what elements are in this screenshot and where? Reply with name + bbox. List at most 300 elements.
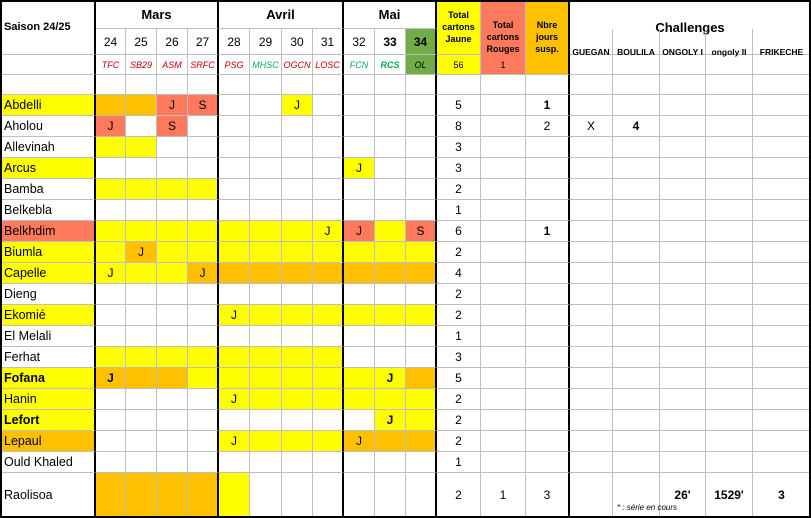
match-cell[interactable] <box>126 452 157 473</box>
match-cell[interactable] <box>126 389 157 410</box>
match-cell[interactable] <box>188 242 219 263</box>
match-cell[interactable] <box>313 116 344 137</box>
challenge-value[interactable] <box>706 137 753 158</box>
match-cell[interactable] <box>219 410 250 431</box>
challenge-value[interactable] <box>753 137 811 158</box>
yellow-card-mark[interactable] <box>96 116 126 137</box>
match-cell[interactable] <box>406 326 437 347</box>
match-cell[interactable] <box>375 221 406 242</box>
match-cell[interactable] <box>250 326 282 347</box>
challenge-value[interactable] <box>706 116 753 137</box>
match-cell[interactable] <box>250 179 282 200</box>
match-cell[interactable] <box>219 242 250 263</box>
match-cell[interactable] <box>344 137 375 158</box>
match-cell[interactable] <box>219 137 250 158</box>
red-count[interactable] <box>481 284 526 305</box>
red-count[interactable] <box>481 305 526 326</box>
blank-header[interactable] <box>0 55 96 75</box>
player-ferhat[interactable] <box>0 347 96 368</box>
challenge-value[interactable] <box>660 200 706 221</box>
player-lefort[interactable] <box>0 410 96 431</box>
challenge-value[interactable] <box>570 200 613 221</box>
match-cell[interactable] <box>126 221 157 242</box>
match-cell[interactable] <box>250 116 282 137</box>
match-cell[interactable] <box>313 200 344 221</box>
match-cell[interactable] <box>313 263 344 284</box>
red-count[interactable] <box>481 368 526 389</box>
match-cell[interactable] <box>157 326 188 347</box>
match-cell[interactable] <box>96 452 126 473</box>
match-cell[interactable] <box>188 116 219 137</box>
match-cell[interactable] <box>250 200 282 221</box>
match-cell[interactable] <box>96 242 126 263</box>
match-cell[interactable] <box>375 263 406 284</box>
red-count[interactable] <box>481 326 526 347</box>
match-cell[interactable] <box>157 473 188 518</box>
player-lepaul[interactable] <box>0 431 96 452</box>
match-cell[interactable] <box>344 284 375 305</box>
challenge-value[interactable] <box>570 368 613 389</box>
separator-cell[interactable] <box>96 75 126 95</box>
red-count[interactable] <box>481 263 526 284</box>
match-cell[interactable] <box>313 326 344 347</box>
yellow-card-mark[interactable] <box>126 242 157 263</box>
challenge-value[interactable] <box>660 431 706 452</box>
red-count[interactable] <box>481 431 526 452</box>
match-cell[interactable] <box>375 389 406 410</box>
match-cell[interactable] <box>406 347 437 368</box>
player-dieng[interactable] <box>0 284 96 305</box>
yellow-count[interactable] <box>437 326 481 347</box>
challenge-value[interactable] <box>706 326 753 347</box>
match-cell[interactable] <box>126 368 157 389</box>
match-cell[interactable] <box>282 116 313 137</box>
challenge-value[interactable] <box>660 452 706 473</box>
yellow-count[interactable] <box>437 473 481 518</box>
challenge-value[interactable] <box>706 473 753 518</box>
suspension-mark[interactable] <box>406 221 437 242</box>
match-cell[interactable] <box>126 179 157 200</box>
opponent-sb29[interactable] <box>126 55 157 75</box>
season-label[interactable] <box>0 0 96 55</box>
red-count[interactable] <box>481 242 526 263</box>
match-cell[interactable] <box>375 179 406 200</box>
match-cell[interactable] <box>157 452 188 473</box>
yellow-count[interactable] <box>437 452 481 473</box>
match-cell[interactable] <box>375 158 406 179</box>
match-cell[interactable] <box>344 389 375 410</box>
match-cell[interactable] <box>313 410 344 431</box>
challenge-value[interactable] <box>570 431 613 452</box>
match-cell[interactable] <box>250 305 282 326</box>
match-cell[interactable] <box>313 452 344 473</box>
challenge-value[interactable] <box>570 263 613 284</box>
yellow-card-mark[interactable] <box>344 221 375 242</box>
match-cell[interactable] <box>313 368 344 389</box>
player-biumla[interactable] <box>0 242 96 263</box>
match-cell[interactable] <box>406 284 437 305</box>
susp-count[interactable] <box>526 326 570 347</box>
challenge-value[interactable] <box>570 284 613 305</box>
challenge-value[interactable] <box>660 347 706 368</box>
player-capelle[interactable] <box>0 263 96 284</box>
matchday-28[interactable] <box>219 29 250 55</box>
yellow-card-mark[interactable] <box>219 389 250 410</box>
match-cell[interactable] <box>282 452 313 473</box>
match-cell[interactable] <box>375 431 406 452</box>
red-total-value[interactable] <box>481 55 526 75</box>
match-cell[interactable] <box>282 305 313 326</box>
player-arcus[interactable] <box>0 158 96 179</box>
separator-cell[interactable] <box>313 75 344 95</box>
challenge-value[interactable] <box>570 179 613 200</box>
susp-count[interactable] <box>526 200 570 221</box>
match-cell[interactable] <box>406 137 437 158</box>
yellow-count[interactable] <box>437 431 481 452</box>
susp-count[interactable] <box>526 284 570 305</box>
player-belkhdim[interactable] <box>0 221 96 242</box>
matchday-32[interactable] <box>344 29 375 55</box>
opponent-rcs[interactable] <box>375 55 406 75</box>
match-cell[interactable] <box>126 326 157 347</box>
red-count[interactable] <box>481 179 526 200</box>
challenge-value[interactable] <box>570 221 613 242</box>
match-cell[interactable] <box>250 389 282 410</box>
match-cell[interactable] <box>157 410 188 431</box>
match-cell[interactable] <box>282 179 313 200</box>
opponent-psg[interactable] <box>219 55 250 75</box>
match-cell[interactable] <box>157 200 188 221</box>
opponent-srfc[interactable] <box>188 55 219 75</box>
match-cell[interactable] <box>157 179 188 200</box>
challenge-value[interactable] <box>570 347 613 368</box>
match-cell[interactable] <box>406 242 437 263</box>
match-cell[interactable] <box>219 95 250 116</box>
match-cell[interactable] <box>219 116 250 137</box>
yellow-count[interactable] <box>437 284 481 305</box>
match-cell[interactable] <box>375 95 406 116</box>
match-cell[interactable] <box>375 284 406 305</box>
player-fofana[interactable] <box>0 368 96 389</box>
match-cell[interactable] <box>188 452 219 473</box>
match-cell[interactable] <box>282 368 313 389</box>
opponent-tfc[interactable] <box>96 55 126 75</box>
susp-count[interactable] <box>526 347 570 368</box>
yellow-card-mark[interactable] <box>188 263 219 284</box>
challenge-value[interactable] <box>753 410 811 431</box>
match-cell[interactable] <box>157 242 188 263</box>
yellow-card-mark[interactable] <box>157 95 188 116</box>
match-cell[interactable] <box>313 305 344 326</box>
month-avril[interactable] <box>219 0 344 29</box>
challenge-value[interactable] <box>660 116 706 137</box>
player-el-melali[interactable] <box>0 326 96 347</box>
opponent-losc[interactable] <box>313 55 344 75</box>
opponent-mhsc[interactable] <box>250 55 282 75</box>
match-cell[interactable] <box>96 284 126 305</box>
match-cell[interactable] <box>375 116 406 137</box>
match-cell[interactable] <box>219 221 250 242</box>
match-cell[interactable] <box>406 452 437 473</box>
yellow-count[interactable] <box>437 137 481 158</box>
match-cell[interactable] <box>344 242 375 263</box>
match-cell[interactable] <box>96 326 126 347</box>
match-cell[interactable] <box>250 158 282 179</box>
challenge-value[interactable] <box>570 452 613 473</box>
challenge-value[interactable] <box>660 410 706 431</box>
red-count[interactable] <box>481 137 526 158</box>
challenge-value[interactable] <box>613 368 660 389</box>
yellow-card-mark[interactable] <box>375 368 406 389</box>
challenge-value[interactable] <box>660 263 706 284</box>
challenge-value[interactable] <box>660 221 706 242</box>
challenge-value[interactable] <box>753 473 811 518</box>
challenge-value[interactable] <box>753 116 811 137</box>
match-cell[interactable] <box>157 305 188 326</box>
challenge-value[interactable] <box>706 158 753 179</box>
match-cell[interactable] <box>282 284 313 305</box>
match-cell[interactable] <box>188 221 219 242</box>
challenge-col-3[interactable] <box>706 29 753 75</box>
match-cell[interactable] <box>375 326 406 347</box>
match-cell[interactable] <box>96 410 126 431</box>
separator-cell[interactable] <box>0 75 96 95</box>
challenge-value[interactable] <box>613 389 660 410</box>
match-cell[interactable] <box>188 326 219 347</box>
match-cell[interactable] <box>282 200 313 221</box>
opponent-fcn[interactable] <box>344 55 375 75</box>
separator-cell[interactable] <box>706 75 753 95</box>
opponent-ol[interactable] <box>406 55 437 75</box>
separator-cell[interactable] <box>437 75 481 95</box>
match-cell[interactable] <box>344 347 375 368</box>
challenge-value[interactable] <box>570 473 613 518</box>
challenge-value[interactable] <box>706 389 753 410</box>
challenge-value[interactable] <box>660 368 706 389</box>
challenge-value[interactable] <box>660 242 706 263</box>
challenge-value[interactable] <box>613 410 660 431</box>
challenge-value[interactable] <box>706 179 753 200</box>
match-cell[interactable] <box>96 179 126 200</box>
match-cell[interactable] <box>188 431 219 452</box>
challenge-value[interactable] <box>706 452 753 473</box>
player-aholou[interactable] <box>0 116 96 137</box>
challenge-value[interactable] <box>613 95 660 116</box>
challenge-value[interactable] <box>660 137 706 158</box>
player-ekomié[interactable] <box>0 305 96 326</box>
match-cell[interactable] <box>157 221 188 242</box>
match-cell[interactable] <box>282 410 313 431</box>
match-cell[interactable] <box>282 473 313 518</box>
match-cell[interactable] <box>188 473 219 518</box>
match-cell[interactable] <box>188 305 219 326</box>
challenge-value[interactable] <box>753 431 811 452</box>
challenge-value[interactable] <box>570 326 613 347</box>
challenge-value[interactable] <box>753 221 811 242</box>
challenge-value[interactable] <box>613 116 660 137</box>
challenge-value[interactable] <box>660 284 706 305</box>
challenge-value[interactable] <box>706 410 753 431</box>
red-count[interactable] <box>481 389 526 410</box>
match-cell[interactable] <box>406 410 437 431</box>
suspension-mark[interactable] <box>157 116 188 137</box>
yellow-card-mark[interactable] <box>96 263 126 284</box>
yellow-card-mark[interactable] <box>219 305 250 326</box>
match-cell[interactable] <box>406 116 437 137</box>
matchday-34[interactable] <box>406 29 437 55</box>
yellow-card-mark[interactable] <box>375 410 406 431</box>
match-cell[interactable] <box>188 410 219 431</box>
match-cell[interactable] <box>313 137 344 158</box>
match-cell[interactable] <box>282 221 313 242</box>
challenge-value[interactable] <box>660 95 706 116</box>
red-count[interactable] <box>481 347 526 368</box>
match-cell[interactable] <box>313 431 344 452</box>
match-cell[interactable] <box>282 389 313 410</box>
match-cell[interactable] <box>126 158 157 179</box>
susp-days-header[interactable] <box>526 0 570 75</box>
challenge-value[interactable] <box>613 137 660 158</box>
match-cell[interactable] <box>219 263 250 284</box>
match-cell[interactable] <box>282 137 313 158</box>
match-cell[interactable] <box>344 473 375 518</box>
match-cell[interactable] <box>313 389 344 410</box>
match-cell[interactable] <box>188 368 219 389</box>
matchday-33[interactable] <box>375 29 406 55</box>
player-abdelli[interactable] <box>0 95 96 116</box>
match-cell[interactable] <box>250 368 282 389</box>
challenge-value[interactable] <box>706 263 753 284</box>
match-cell[interactable] <box>126 137 157 158</box>
match-cell[interactable] <box>250 410 282 431</box>
match-cell[interactable] <box>188 179 219 200</box>
match-cell[interactable] <box>188 389 219 410</box>
player-bamba[interactable] <box>0 179 96 200</box>
challenge-value[interactable] <box>613 200 660 221</box>
susp-count[interactable] <box>526 116 570 137</box>
challenge-value[interactable] <box>753 305 811 326</box>
match-cell[interactable] <box>344 263 375 284</box>
separator-cell[interactable] <box>406 75 437 95</box>
match-cell[interactable] <box>96 137 126 158</box>
susp-count[interactable] <box>526 242 570 263</box>
match-cell[interactable] <box>157 389 188 410</box>
challenge-value[interactable] <box>753 368 811 389</box>
challenge-col-1[interactable] <box>613 29 660 75</box>
challenge-value[interactable] <box>753 242 811 263</box>
match-cell[interactable] <box>313 347 344 368</box>
challenge-value[interactable] <box>706 368 753 389</box>
matchday-25[interactable] <box>126 29 157 55</box>
match-cell[interactable] <box>188 158 219 179</box>
match-cell[interactable] <box>406 158 437 179</box>
matchday-27[interactable] <box>188 29 219 55</box>
match-cell[interactable] <box>126 263 157 284</box>
separator-cell[interactable] <box>613 75 660 95</box>
yellow-card-mark[interactable] <box>344 158 375 179</box>
yellow-count[interactable] <box>437 305 481 326</box>
month-mai[interactable] <box>344 0 437 29</box>
match-cell[interactable] <box>313 242 344 263</box>
match-cell[interactable] <box>157 431 188 452</box>
challenge-value[interactable] <box>753 326 811 347</box>
red-count[interactable] <box>481 116 526 137</box>
match-cell[interactable] <box>219 200 250 221</box>
match-cell[interactable] <box>96 200 126 221</box>
match-cell[interactable] <box>219 368 250 389</box>
player-raolisoa[interactable] <box>0 473 96 518</box>
match-cell[interactable] <box>344 179 375 200</box>
match-cell[interactable] <box>219 347 250 368</box>
match-cell[interactable] <box>344 200 375 221</box>
match-cell[interactable] <box>313 179 344 200</box>
match-cell[interactable] <box>219 158 250 179</box>
challenge-value[interactable] <box>706 347 753 368</box>
suspension-mark[interactable] <box>188 95 219 116</box>
match-cell[interactable] <box>375 305 406 326</box>
separator-cell[interactable] <box>250 75 282 95</box>
match-cell[interactable] <box>344 116 375 137</box>
separator-cell[interactable] <box>219 75 250 95</box>
opponent-ogcn[interactable] <box>282 55 313 75</box>
match-cell[interactable] <box>126 284 157 305</box>
challenge-value[interactable] <box>613 221 660 242</box>
match-cell[interactable] <box>282 263 313 284</box>
separator-cell[interactable] <box>481 75 526 95</box>
yellow-count[interactable] <box>437 200 481 221</box>
match-cell[interactable] <box>250 284 282 305</box>
match-cell[interactable] <box>126 116 157 137</box>
match-cell[interactable] <box>157 158 188 179</box>
challenge-value[interactable] <box>570 242 613 263</box>
challenge-value[interactable] <box>613 242 660 263</box>
match-cell[interactable] <box>375 200 406 221</box>
opponent-asm[interactable] <box>157 55 188 75</box>
yellow-count[interactable] <box>437 158 481 179</box>
challenge-value[interactable] <box>613 305 660 326</box>
match-cell[interactable] <box>188 200 219 221</box>
match-cell[interactable] <box>96 389 126 410</box>
challenge-value[interactable] <box>613 179 660 200</box>
susp-count[interactable] <box>526 263 570 284</box>
challenge-value[interactable] <box>660 389 706 410</box>
match-cell[interactable] <box>126 473 157 518</box>
match-cell[interactable] <box>219 326 250 347</box>
challenge-value[interactable] <box>753 179 811 200</box>
challenge-value[interactable] <box>753 389 811 410</box>
challenge-value[interactable] <box>753 263 811 284</box>
susp-count[interactable] <box>526 368 570 389</box>
challenge-value[interactable] <box>570 305 613 326</box>
match-cell[interactable] <box>282 326 313 347</box>
separator-cell[interactable] <box>570 75 613 95</box>
challenge-value[interactable] <box>570 389 613 410</box>
match-cell[interactable] <box>250 347 282 368</box>
match-cell[interactable] <box>282 158 313 179</box>
susp-count[interactable] <box>526 389 570 410</box>
challenge-value[interactable] <box>660 158 706 179</box>
total-yellow-header[interactable] <box>437 0 481 55</box>
yellow-card-mark[interactable] <box>96 368 126 389</box>
challenge-value[interactable] <box>570 95 613 116</box>
challenge-value[interactable] <box>706 221 753 242</box>
match-cell[interactable] <box>344 410 375 431</box>
yellow-count[interactable] <box>437 347 481 368</box>
player-ould-khaled[interactable] <box>0 452 96 473</box>
challenge-value[interactable] <box>570 410 613 431</box>
match-cell[interactable] <box>344 95 375 116</box>
separator-cell[interactable] <box>282 75 313 95</box>
